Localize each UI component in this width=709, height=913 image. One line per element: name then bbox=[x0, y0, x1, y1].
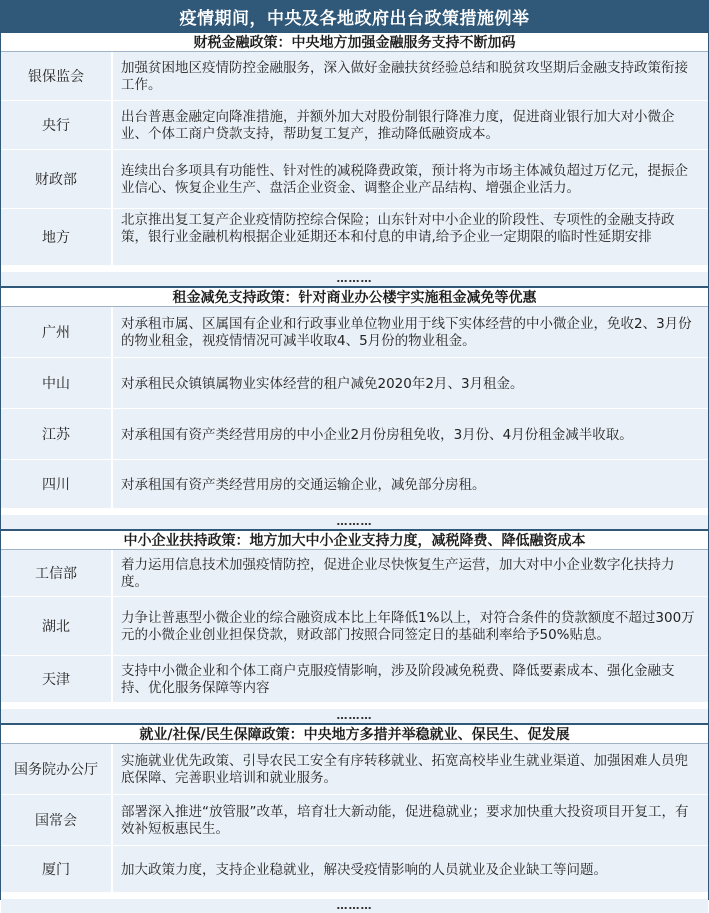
row-label: 央行 bbox=[1, 101, 113, 149]
table-row bbox=[1, 795, 708, 846]
section-header-employment: 就业/社保/民生保障政策：中央地方多措并举稳就业、保民生、促发展 bbox=[1, 723, 708, 744]
table-row bbox=[1, 52, 708, 101]
row-label: 厦门 bbox=[1, 846, 113, 892]
ellipsis: ……… bbox=[1, 899, 708, 913]
table-row bbox=[1, 409, 708, 460]
table-row bbox=[1, 358, 708, 409]
row-label: 地方 bbox=[1, 209, 113, 265]
row-text: 实施就业优先政策、引导农民工安全有序转移就业、拓宽高校毕业生就业渠道、加强困难人员兜底保障、完善职业培训和就业服务。 bbox=[121, 753, 688, 786]
section-header-sme: 中小企业扶持政策：地方加大中小企业支持力度，减税降费、降低融资成本 bbox=[1, 529, 708, 550]
row-label: 工信部 bbox=[1, 550, 113, 596]
row-label: 江苏 bbox=[1, 409, 113, 459]
section-rows-sme bbox=[1, 550, 708, 723]
row-label: 天津 bbox=[1, 656, 113, 702]
row-text: 着力运用信息技术加强疫情防控，促进企业尽快恢复生产运营，加大对中小企业数字化扶持力度。 bbox=[121, 557, 675, 590]
row-label: 广州 bbox=[1, 307, 113, 357]
row-text: 北京推出复工复产企业疫情防控综合保险；山东针对中小企业的阶段性、专项性的金融支持政策，银行业金融机构根据企业延期还本和付息的申请,给予企业一定期限的临时性延期安排 bbox=[121, 212, 675, 245]
row-label: 四川 bbox=[1, 460, 113, 508]
row-label: 财政部 bbox=[1, 150, 113, 208]
section-header-fiscal: 财税金融政策：中央地方加强金融服务支持不断加码 bbox=[1, 31, 708, 52]
table-row bbox=[1, 307, 708, 358]
row-label: 湖北 bbox=[1, 597, 113, 655]
row-label: 银保监会 bbox=[1, 52, 113, 100]
row-text: 对承租国有资产类经营用房的中小企业2月份房租免收，3月份、4月份租金减半收取。 bbox=[121, 426, 633, 443]
section-rows-fiscal bbox=[1, 52, 708, 286]
table-row bbox=[1, 744, 708, 795]
row-text: 连续出台多项具有功能性、针对性的减税降费政策，预计将为市场主体减负超过万亿元，提振企业信心、恢复企业生产、盘活企业资金、调整企业产品结构、增强企业活力。 bbox=[121, 163, 688, 196]
table-row bbox=[1, 846, 708, 893]
section-rows-employment bbox=[1, 744, 708, 913]
table-row bbox=[1, 550, 708, 597]
row-text: 加强贫困地区疫情防控金融服务，深入做好金融扶贫经验总结和脱贫攻坚期后金融支持政策衔接工作。 bbox=[121, 60, 688, 93]
row-text: 对承租民众镇镇属物业实体经营的租户减免2020年2月、3月租金。 bbox=[121, 375, 524, 392]
row-text: 加大政策力度，支持企业稳就业，解决受疫情影响的人员就业及企业缺工等问题。 bbox=[121, 861, 607, 878]
table-row bbox=[1, 150, 708, 209]
row-label: 国务院办公厅 bbox=[1, 744, 113, 794]
row-text: 对承租国有资产类经营用房的交通运输企业，减免部分房租。 bbox=[121, 476, 486, 493]
row-label: 国常会 bbox=[1, 795, 113, 845]
table-row bbox=[1, 101, 708, 150]
ellipsis: ……… bbox=[1, 515, 708, 529]
ellipsis: ……… bbox=[1, 272, 708, 286]
section-header-rent: 租金减免支持政策：针对商业办公楼宇实施租金减免等优惠 bbox=[1, 286, 708, 307]
section-rows-rent bbox=[1, 307, 708, 529]
row-text: 部署深入推进“放管服”改革，培育壮大新动能，促进稳就业；要求加快重大投资项目开复工，有效补短板惠民生。 bbox=[121, 804, 689, 837]
page-title: 疫情期间，中央及各地政府出台政策措施例举 bbox=[1, 1, 708, 31]
row-text: 出台普惠金融定向降准措施，并额外加大对股份制银行降准力度，促进商业银行加大对小微企业、个体工商户贷款支持，帮助复工复产，推动降低融资成本。 bbox=[121, 109, 675, 142]
row-text: 支持中小微企业和个体工商户克服疫情影响，涉及阶段减免税费、降低要素成本、强化金融支持、优化服务保障等内容 bbox=[121, 663, 675, 696]
row-label: 中山 bbox=[1, 358, 113, 408]
row-text: 力争让普惠型小微企业的综合融资成本比上年降低1%以上，对符合条件的贷款额度不超过300万元的小微企业创业担保贷款，财政部门按照合同签定日的基础利率给予50%贴息。 bbox=[121, 610, 695, 643]
table-row bbox=[1, 209, 708, 266]
table-row bbox=[1, 597, 708, 656]
row-text: 对承租市属、区属国有企业和行政事业单位物业用于线下实体经营的中小微企业，免收2、3月份的物业租金，视疫情情况可减半收取4、5月份的物业租金。 bbox=[121, 316, 692, 349]
table-row bbox=[1, 656, 708, 703]
ellipsis: ……… bbox=[1, 709, 708, 723]
table-row bbox=[1, 460, 708, 509]
